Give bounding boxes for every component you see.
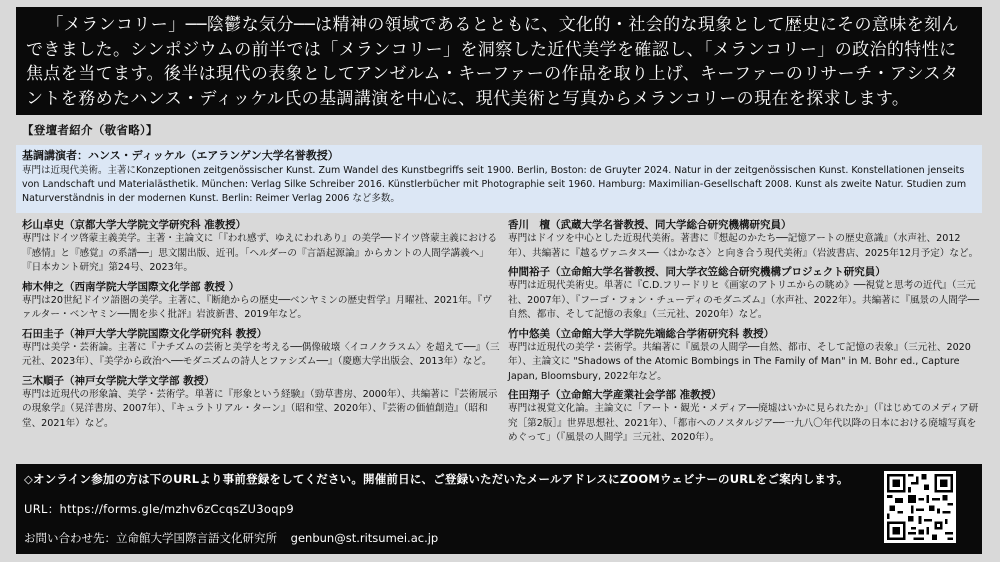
contact-info: [24, 530, 448, 546]
speaker-entry: [508, 327, 982, 385]
registration-notice: ◇オンライン参加の方は下のURLより事前登録をしてください。開催前日に、ご登録いただいたメールアドレスにZOOMウェビナーのURLをご案内します。: [24, 472, 849, 486]
speaker-bio: 専門は20世紀ドイツ語圏の美学。主著に、『断絶からの歴史──ベンヤミンの歴史哲学』月曜社、2021年。『ヴァルター・ベンヤミン──闇を歩く批評』岩波新書、2019年など。: [22, 294, 492, 320]
speaker-name: 杉山卓史（京都大学大学院文学研究科 准教授）: [22, 219, 247, 231]
qr-code-icon[interactable]: [884, 471, 956, 543]
speaker-entry: [508, 265, 982, 323]
speaker-name: 香川 檀（武蔵大学名誉教授、同大学総合研究機構研究員）: [508, 219, 792, 231]
speakers-right-column: [508, 218, 982, 450]
registration-footer: [16, 464, 982, 554]
speaker-bio: 専門はドイツを中心とした近現代美術。著書に『想起のかたち──記憶アートの歴史意識』（水声社、2012年）、共編著に『越るヴァニタス──〈はかなさ〉と向き合う現代美術』（岩波書店、2025年12月予定）など。: [508, 233, 979, 259]
speaker-entry: [22, 327, 500, 370]
registration-url-link[interactable]: URL：https://forms.gle/mzhv6zCcqsZU3oqp9: [24, 502, 295, 516]
speakers-left-column: [22, 218, 500, 435]
speaker-entry: [508, 388, 982, 446]
speaker-entry: [508, 218, 982, 261]
speaker-name: 竹中悠美（立命館大学大学院先端総合学術研究科 教授）: [508, 327, 775, 340]
speaker-bio: 専門は美学・芸術論。主著に『ナチズムの芸術と美学を考える──偶像破壊〈イコノクラスム〉を超えて──』（三元社、2023年）、『美学から政治へ──モダニズムの詩人とファシズム──』（慶應大学出版会、2013年）など。: [22, 341, 500, 367]
speaker-name: 石田圭子（神戸大学大学院国際文化学研究科 教授）: [22, 327, 268, 340]
section-title: 【登壇者紹介（敬省略）】: [22, 123, 158, 137]
keynote-speaker-name: 基調講演者：ハンス・ディッケル（エアランゲン大学名誉教授）: [22, 149, 339, 162]
speaker-bio: 専門は近現代の形象論、美学・芸術学。単著に『形象という経験』（勁草書房、2000年）、共編著に『芸術展示の現象学』（晃洋書房、2007年）、『キュラトリアル・ターン』（昭和堂、2020年）、『芸術の価値創造』（昭和堂、2021年）など。: [22, 388, 498, 429]
speaker-entry: [22, 280, 500, 323]
speaker-bio: 専門は近現代の美学・芸術学。共編著に『風景の人間学──自然、都市、そして記憶の表象』（三元社、2020年）、主論文に "Shadows of the Atomic Bombings in The Family of Man" in M. Bohr ed., Capture Japan, Bloomsbury, 2022年など。: [508, 341, 971, 382]
speaker-bio: 専門は視覚文化論。主論文に「アート・観光・メディア──廃墟はいかに見られたか」（『はじめてのメディア研究［第2版］』世界思想社、2021年）、「都市へのノスタルジア──一九八〇年代以降の日本における廃墟写真をめぐって」（『風景の人間学』三元社、2020年）。: [508, 403, 979, 443]
keynote-speaker-box: [16, 145, 982, 213]
speaker-name: 柿木伸之（西南学院大学国際文化学部 教授 ）: [22, 280, 240, 293]
speaker-bio: 専門は近現代美術史。単著に『C.D.フリードリヒ《画家のアトリエからの眺め》──視覚と思考の近代』（三元社、2007年）、『フーゴ・フォン・チューディのモダニズム』（水声社、2022年）。共編著に『風景の人間学──自然、都市、そして記憶の表象』（三元社、2020年）など。: [508, 280, 980, 320]
speaker-name: 仲間裕子（立命館大学名誉教授、同大学衣笠総合研究機構プロジェクト研究員）: [508, 266, 886, 278]
contact-label: お問い合わせ先：立命館大学国際言語文化研究所: [24, 531, 277, 545]
intro-text-block: [16, 7, 982, 115]
speaker-bio: 専門はドイツ啓蒙主義美学。主著・主論文に「『われ感ず、ゆえにわれあり』の美学──ドイツ啓蒙主義における『感情』と『感覚』の系譜──」思文閣出版、近刊。「ヘルダーの『言語起源論』からカントの人間学講義へ」『日本カント研究』第24号、2023年。: [22, 233, 498, 273]
speaker-name: 三木順子（神戸女学院大学文学部 教授）: [22, 374, 215, 387]
speaker-name: 住田翔子（立命館大学産業社会学部 准教授）: [508, 389, 722, 401]
speaker-entry: [22, 374, 500, 432]
intro-text: 「メランコリー」──陰鬱な気分──は精神の領域であるとともに、文化的・社会的な現象として歴史にその意味を刻んできました。シンポジウムの前半では「メランコリー」を洞察した近代美学を確認し、「メランコリー」の政治的特性に焦点を当てます。後半は現代の表象としてアンゼルム・キーファーの作品を取り上げ、キーファーのリサーチ・アシスタントを務めたハンス・ディッケル氏の基調講演を中心に、現代美術と写真からメランコリーの現在を探求します。: [26, 15, 959, 109]
contact-email-link[interactable]: genbun@st.ritsumei.ac.jp: [290, 531, 439, 545]
keynote-speaker-bio: 専門は近現代美術。主著にKonzeptionen zeitgenössischer Kunst. Zum Wandel des Kunstbegriffs seit 1900. Berlin, Boston: de Gruyter 2024. Natur in der zeitgenössischen Kunst. Konstellationen jenseits von Landschaft und Materialästhetik. München: Verlag Silke Schreiber 2016. Künstlerbücher mit Photographie seit 1960. Hamburg: Maximilian-Gesellschaft 2008. Kunst als zweite Natur. Studien zum Naturverständnis in der modernen Kunst. Berlin: Reimer Verlag 2006 など多数。: [22, 165, 967, 204]
speaker-entry: [22, 218, 500, 276]
